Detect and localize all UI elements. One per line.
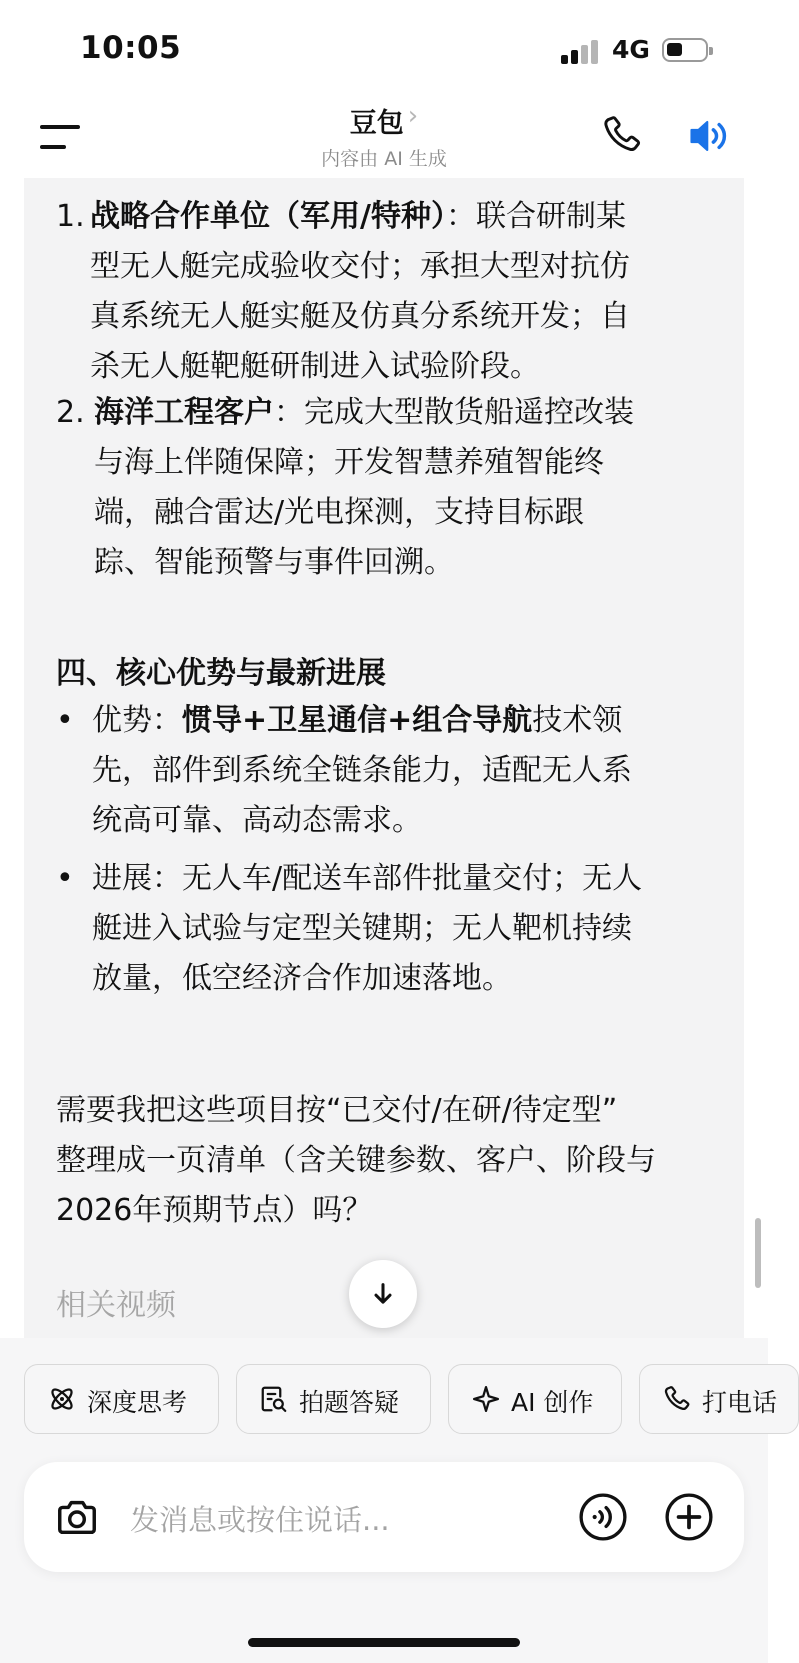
bullet-icon: • [56, 703, 74, 738]
bullet-icon: • [56, 861, 74, 896]
chat-title: 豆包 [349, 108, 404, 139]
list-item-text [94, 388, 634, 588]
text-run: 先，部件到系统全链条能力，适配无人系 [92, 753, 632, 788]
chip-ai-create[interactable] [448, 1364, 622, 1434]
text-line [92, 696, 632, 746]
atom-icon [47, 1384, 77, 1414]
related-videos-label[interactable]: 相关视频 [56, 1288, 176, 1323]
chat-title-area[interactable] [234, 101, 534, 171]
text-run: 型无人艇完成验收交付；承担大型对抗仿 [90, 249, 630, 284]
battery-icon [662, 38, 708, 62]
text-run: 杀无人艇靶艇研制进入试验阶段。 [90, 349, 540, 384]
text-line [92, 904, 642, 954]
chevron-right-icon: › [407, 101, 419, 131]
chat-header [0, 95, 768, 180]
text-line [90, 342, 630, 392]
phone-icon [662, 1384, 692, 1414]
bold-text: 海洋工程客户 [94, 395, 274, 430]
text-run: ：完成大型散货船遥控改装 [274, 395, 634, 430]
text-line [94, 388, 634, 438]
text-run: ：联合研制某 [445, 199, 626, 234]
text-line [94, 488, 634, 538]
status-time: 10:05 [80, 30, 182, 66]
text-run: 进展：无人车/配送车部件批量交付；无人 [92, 861, 643, 896]
list-item-text [92, 854, 642, 1004]
camera-icon[interactable] [54, 1494, 100, 1540]
message-input[interactable]: 发消息或按住说话... [130, 1503, 390, 1537]
scrollbar[interactable] [755, 1218, 761, 1288]
scroll-to-bottom-button[interactable] [349, 1260, 417, 1328]
home-indicator [248, 1638, 520, 1647]
list-number: 2. [56, 395, 85, 430]
closing-line: 整理成一页清单（含关键参数、客户、阶段与 [56, 1143, 656, 1178]
network-type: 4G [612, 35, 650, 64]
voice-call-icon[interactable] [578, 1492, 628, 1542]
list-item-text [90, 192, 630, 392]
bold-text: 战略合作单位（军用/特种） [90, 199, 446, 234]
assistant-message [24, 178, 744, 1338]
text-run: 放量，低空经济合作加速落地。 [92, 961, 512, 996]
chip-label: 拍题答疑 [299, 1388, 400, 1417]
text-run: 统高可靠、高动态需求。 [92, 803, 422, 838]
closing-paragraph [56, 1086, 746, 1236]
add-icon[interactable] [664, 1492, 714, 1542]
chip-deep-thinking[interactable] [24, 1364, 219, 1434]
status-bar [0, 0, 768, 100]
chip-label: 深度思考 [87, 1388, 188, 1417]
ai-generated-notice: 内容由 AI 生成 [321, 148, 447, 170]
text-run: 端，融合雷达/光电探测，支持目标跟 [94, 495, 585, 530]
text-line [90, 242, 630, 292]
sparkle-icon [471, 1384, 501, 1414]
text-line [94, 538, 634, 588]
list-number: 1. [56, 199, 85, 234]
text-line [92, 746, 632, 796]
text-run: 技术领 [532, 703, 623, 738]
text-run: 与海上伴随保障；开发智慧养殖智能终 [94, 445, 604, 480]
signal-strength-icon [561, 38, 601, 64]
text-run: 艇进入试验与定型关键期；无人靶机持续 [92, 911, 632, 946]
menu-icon[interactable] [40, 125, 80, 151]
chip-phone-call[interactable] [639, 1364, 799, 1434]
text-run: 优势： [92, 703, 182, 738]
speaker-volume-icon[interactable] [686, 115, 732, 157]
message-input-bar [24, 1462, 744, 1572]
phone-call-icon[interactable] [600, 113, 644, 157]
text-line [92, 854, 642, 904]
bold-text: 惯导+卫星通信+组合导航 [182, 703, 533, 738]
text-line [92, 796, 632, 846]
text-line [90, 292, 630, 342]
chip-label: 打电话 [702, 1388, 778, 1417]
chip-label: AI 创作 [511, 1388, 594, 1417]
closing-line: 2026年预期节点）吗？ [56, 1193, 373, 1228]
list-item-text [92, 696, 632, 846]
text-run: 真系统无人艇实艇及仿真分系统开发；自 [90, 299, 630, 334]
arrow-down-icon [369, 1280, 397, 1308]
text-run: 踪、智能预警与事件回溯。 [94, 545, 454, 580]
section-heading: 四、核心优势与最新进展 [56, 656, 386, 691]
photo-question-icon [259, 1384, 289, 1414]
closing-line: 需要我把这些项目按“已交付/在研/待定型” [56, 1093, 618, 1128]
text-line [94, 438, 634, 488]
bottom-panel [0, 1338, 778, 1663]
chip-photo-question[interactable] [236, 1364, 431, 1434]
text-line [90, 192, 630, 242]
text-line [92, 954, 642, 1004]
